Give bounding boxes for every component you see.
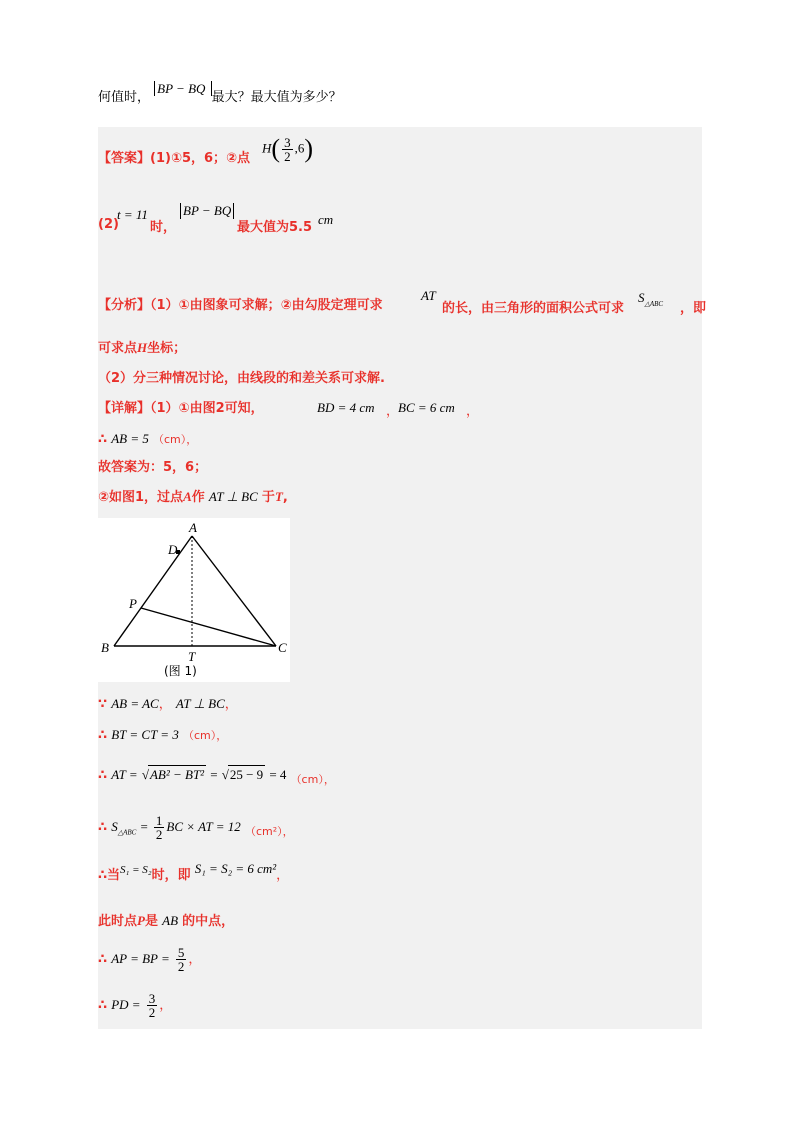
analysis-line-2: 可求点H坐标； — [98, 340, 187, 356]
label-p: P — [129, 596, 137, 611]
answer-tag: 【答案】 — [98, 151, 151, 166]
detail-bd: BD = 4 cm — [317, 400, 375, 415]
answer-unit: cm — [318, 212, 334, 227]
answer-abs-expr: BP − BQ — [180, 203, 234, 219]
detail-line-6: ∴ BT = CT = 3 （cm）， — [98, 727, 228, 743]
analysis-text1: （1）①由图象可求解；②由勾股定理可求 — [150, 298, 383, 313]
point-h-y: ,6 — [294, 140, 305, 156]
label-d: D — [168, 542, 178, 557]
figure-caption: (图 1) — [164, 664, 197, 678]
analysis-text2: 的长，由三角形的面积公式可求 — [442, 301, 625, 316]
question-prefix: 何值时， — [98, 90, 151, 105]
point-h-x-fraction: $\frac{3}{2}$ — [284, 134, 291, 164]
label-b: B — [101, 640, 109, 655]
detail-line-7: ∴ AT = √AB² − BT² = √25 − 9 = 4 $_{(cm),}$ — [98, 767, 335, 786]
analysis-text3: ，即 — [680, 301, 707, 316]
detail-line-5: ∵ AB = AC， AT ⊥ BC， — [98, 696, 238, 712]
detail-bc: BC = 6 cm — [398, 400, 455, 415]
answer-t-expr: t = 11 — [117, 207, 148, 222]
fraction-five-halves: $\frac{5}{2}$ — [177, 945, 185, 974]
fraction-three-halves: $\frac{3}{2}$ — [148, 991, 156, 1020]
answer-part2-prefix: (2) — [98, 217, 119, 232]
analysis-s-abc: $S_{\triangle ABC}$ — [638, 290, 664, 309]
answer-max: 最大值为5.5 — [237, 220, 313, 235]
detail-comma-1: ， — [386, 404, 400, 419]
detail-line-10: 此时点P是 AB 的中点， — [98, 913, 235, 929]
detail-comma-2: ， — [466, 404, 480, 419]
answer-line-2 — [98, 216, 119, 234]
segment-pc — [141, 608, 276, 646]
label-c: C — [278, 640, 287, 655]
question-line — [98, 81, 342, 107]
answer-line-1 — [98, 150, 250, 168]
analysis-tag: 【分析】 — [98, 298, 151, 313]
analysis-at: AT — [421, 288, 436, 303]
triangle-diagram — [98, 518, 290, 682]
answer-point-h: H( $\frac{3}{2}$ ,6) — [262, 134, 313, 164]
detail-line-11: ∴ AP = BP = $\frac{5}{2}$ ， — [98, 945, 202, 974]
detail-tag: 【详解】 — [98, 401, 151, 416]
label-a: A — [189, 520, 197, 535]
analysis-line-1 — [98, 297, 383, 315]
side-ab — [114, 536, 192, 646]
side-ac — [192, 536, 276, 646]
triangle-figure — [98, 518, 290, 682]
detail-line-2: ∴ AB = 5 （cm）， — [98, 431, 198, 447]
detail-line-8: ∴ $S_{\triangle ABC}$ = $\frac{1}{2}$ BC × AT = 12 $_{(cm^2),}$ — [98, 813, 294, 842]
detail-line-1: 【详解】（1）①由图2可知， — [98, 401, 264, 416]
detail-line-9: ∴当$^{S_1 = S_2}$时，即 S₁ = S₂ = 6 cm²， — [98, 861, 290, 883]
detail-line-3: 故答案为：5，6； — [98, 460, 208, 475]
label-t: T — [188, 649, 196, 664]
detail-line-4: ②如图1，过点A作 AT ⊥ BC 于T, — [98, 489, 288, 505]
point-h-label: H — [262, 140, 272, 156]
detail-line-12: ∴ PD = $\frac{3}{2}$ ， — [98, 991, 173, 1020]
answer-part1: (1)①5，6；②点 — [150, 151, 251, 166]
question-suffix: 最大？最大值为多少？ — [211, 90, 342, 105]
analysis-line-3: （2）分三种情况讨论，由线段的和差关系可求解. — [98, 371, 385, 386]
answer-when: 时， — [150, 220, 177, 235]
question-abs-expr: BP − BQ — [154, 81, 212, 96]
fraction-half: $\frac{1}{2}$ — [155, 813, 163, 842]
